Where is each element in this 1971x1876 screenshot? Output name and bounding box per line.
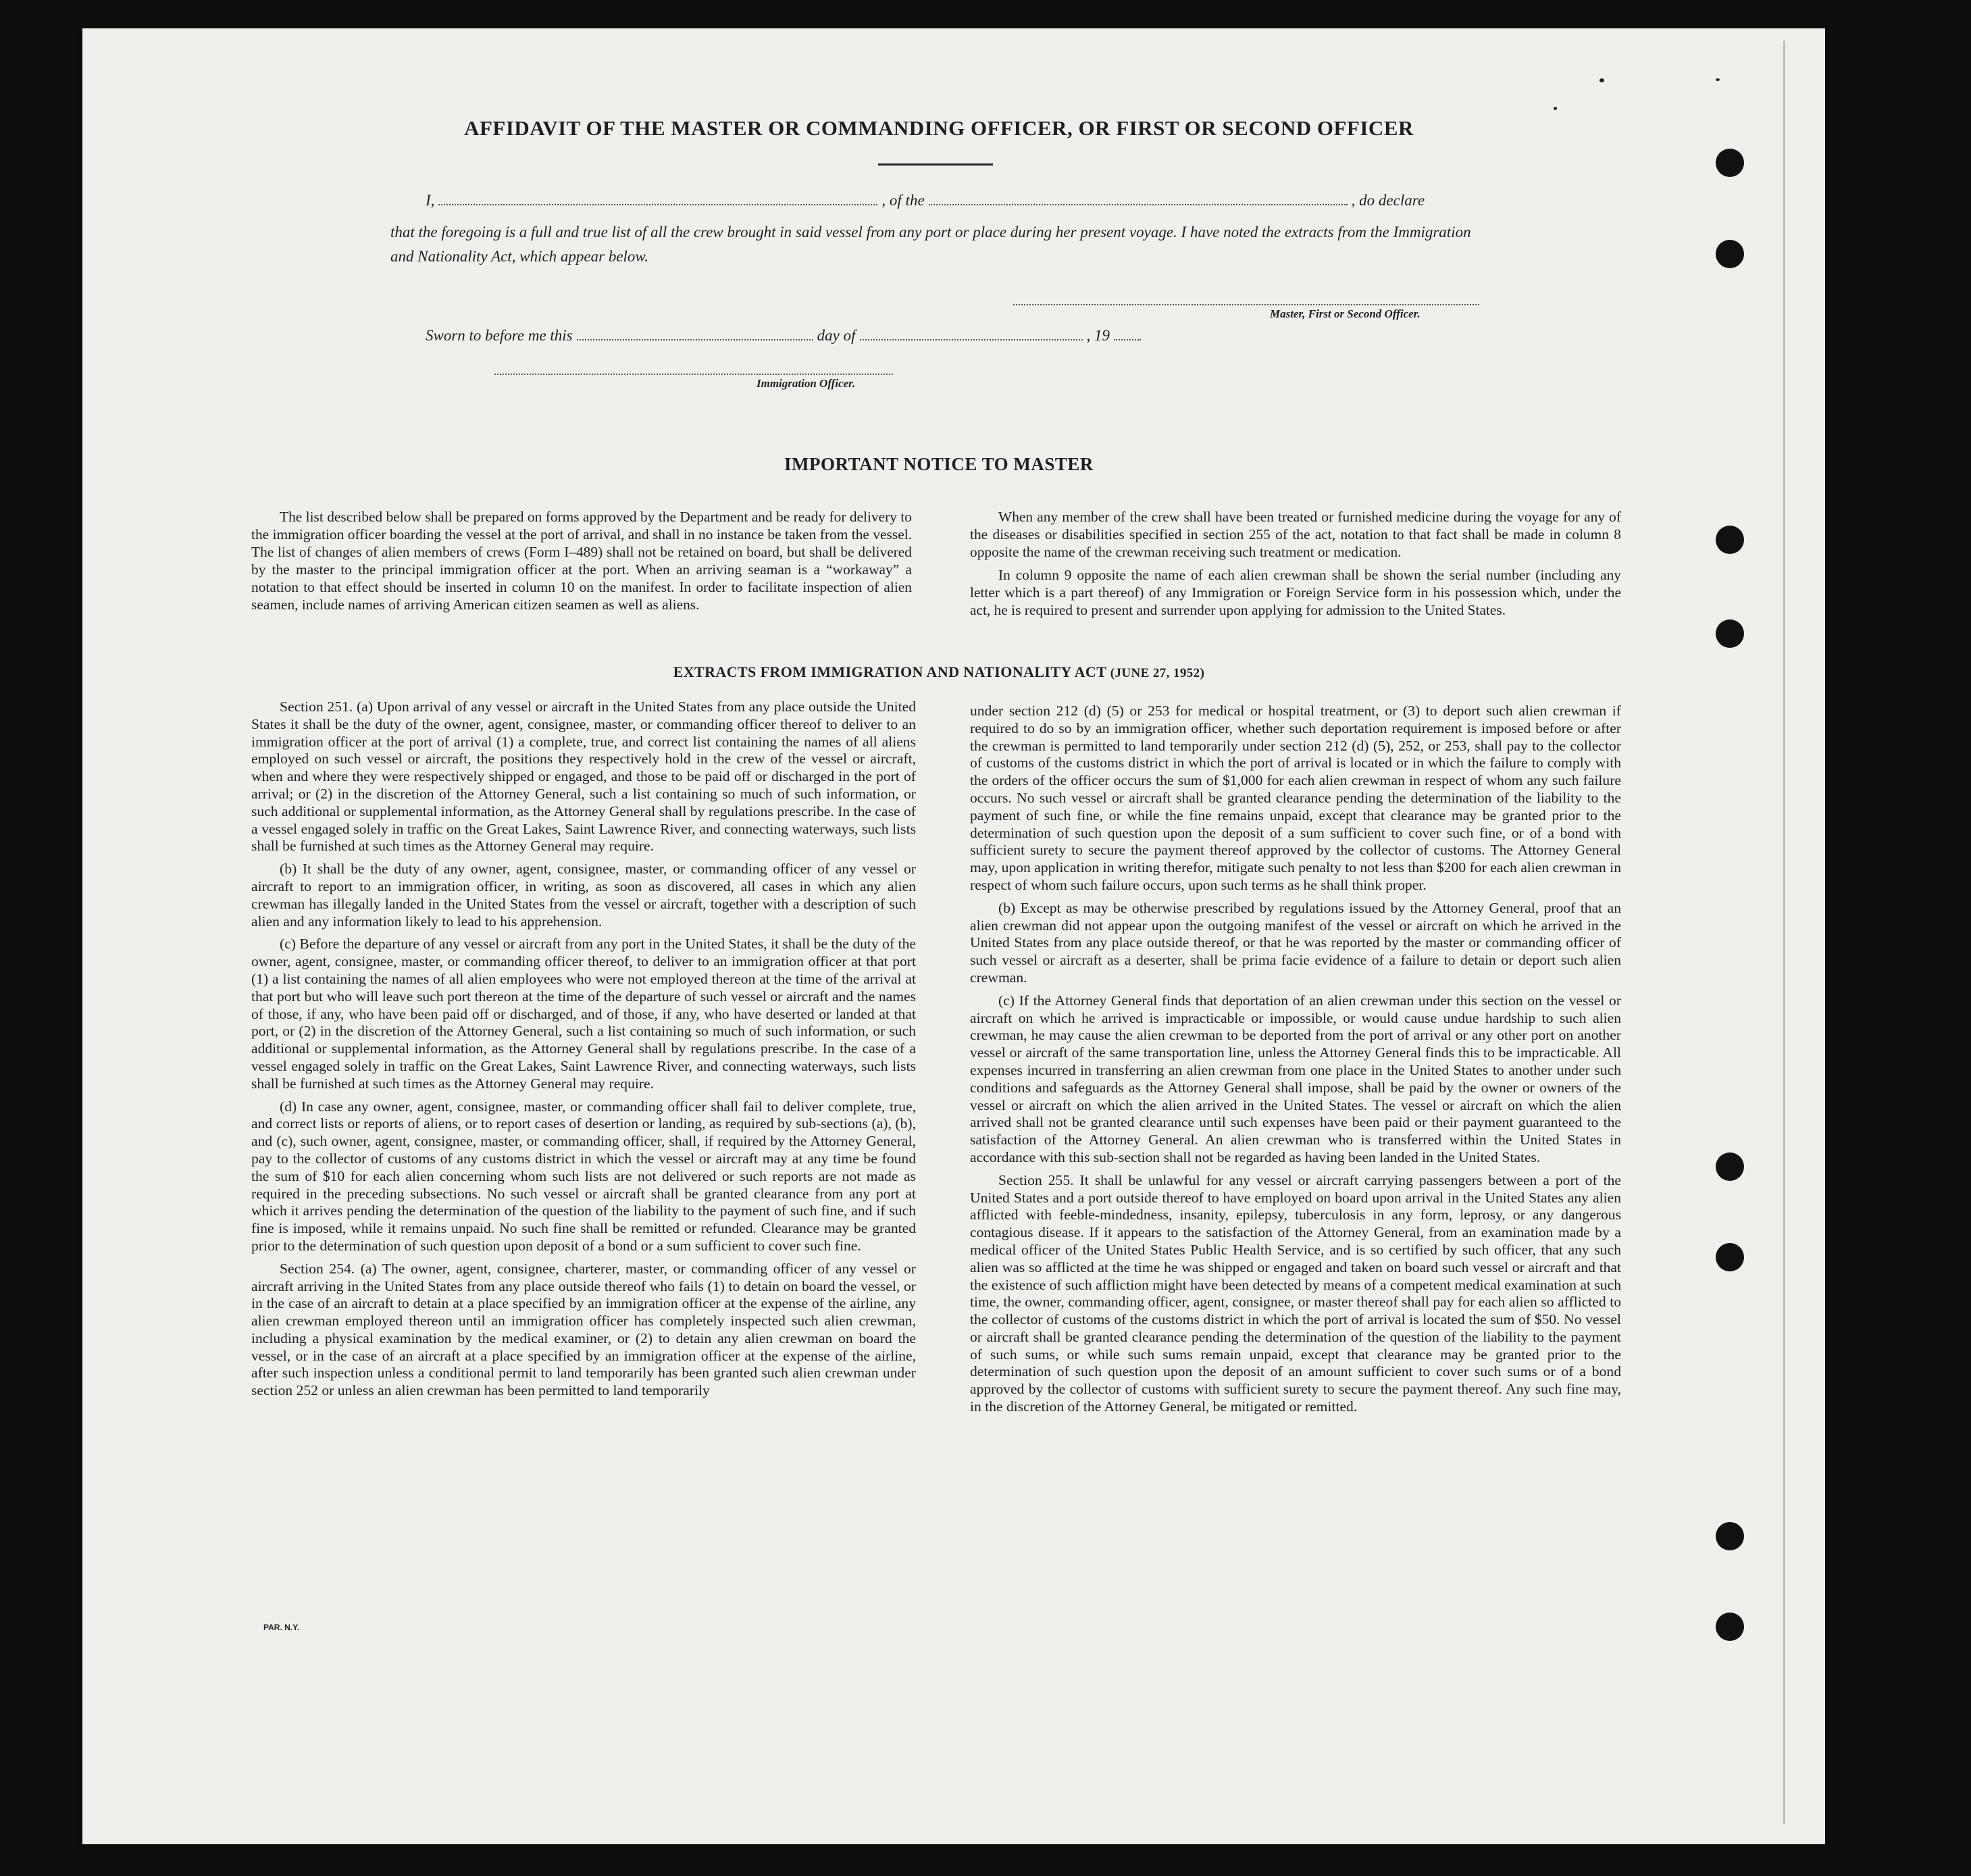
extracts-title	[621, 663, 1256, 681]
extract-paragraph: (c) Before the departure of any vessel or aircraft from any port in the United States, it shall be the duty of the owner, agent, consignee, master, or commanding officer thereof, to deliver to an immigration officer at that port (1) a list containing the names of all alien employees who were not employed thereon at the time of the arrival at that port but who will leave such port thereon at the time of the departure of such vessel or aircraft and the names of those, if any, who have been paid off or discharged, and of those, if any, who have deserted or landed at that port, or (2) in the discretion of the Attorney General, such a list containing so much of such information, or such additional or supplemental information, as the Attorney General shall by regulations prescribe. In the case of a vessel engaged solely in traffic on the Great Lakes, Saint Lawrence River, and connecting waterways, such lists shall be furnished at such times as the Attorney General may require.	[251, 936, 916, 1092]
punch-hole	[1716, 1243, 1744, 1271]
ink-speck	[1554, 107, 1557, 110]
vessel-name-field[interactable]	[929, 203, 1348, 205]
extract-paragraph: (b) Except as may be otherwise prescribed by regulations issued by the Attorney General, proof that an alien crewman did not appear upon the outgoing manifest of the vessel or aircraft on which he arrived in the United States from any place outside thereof, or that he was reported by the master or commanding officer of such vessel or aircraft as a deserter, shall be prima facie evidence of a failure to detain or deport such alien crewman.	[970, 899, 1621, 986]
extracts-date: (JUNE 27, 1952)	[1110, 666, 1205, 680]
extracts-title-text: EXTRACTS FROM IMMIGRATION AND NATIONALITY ACT	[673, 663, 1106, 680]
extracts-left-column	[251, 699, 916, 1405]
extract-paragraph: (c) If the Attorney General finds that deportation of an alien crewman under this section on the vessel or aircraft on which he arrived is impracticable or impossible, or would cause undue hardship to such alien crewman, he may cause the alien crewman to be deported from the port of arrival or any other port on another vessel or aircraft of the same transportation line, unless the Attorney General finds this to be impracticable. All expenses incurred in transferring an alien crewman from one place in the United States to another under such conditions and safeguards as the Attorney General shall impose, shall be paid by the owner or owners of the vessel or aircraft on which the alien arrived in the United States. The vessel or aircraft on which the alien arrived shall not be granted clearance until such expenses have been paid or their payment guaranteed to the satisfaction of the Attorney General. An alien crewman who is transferred within the United States in accordance with this sub-section shall not be regarded as having been landed in the United States.	[970, 992, 1621, 1165]
sworn-month-field[interactable]	[860, 338, 1083, 340]
extracts-right-column	[970, 703, 1621, 1421]
vessel-prefix: , of the	[881, 192, 925, 209]
declare-suffix: , do declare	[1351, 192, 1425, 209]
officer-signature-caption: Immigration Officer.	[757, 377, 856, 390]
ink-speck	[1599, 78, 1604, 82]
punch-hole	[1716, 1522, 1744, 1550]
master-signature-caption: Master, First or Second Officer.	[1270, 307, 1420, 320]
extract-paragraph: Section 254. (a) The owner, agent, consignee, charterer, master, or commanding officer of any vessel or aircraft arriving in the United States from any place outside thereof who fails (1) to detain on board the vessel, or in the case of an aircraft to detain at a place specified by an immigration officer at the expense of the airline, any alien crewman employed thereon until an immigration officer has completely inspected such alien crewman, including a physical examination by the medical examiner, or (2) to detain any alien crewman on board the vessel, or in the case of an aircraft at a place specified by an immigration officer at the expense of the airline, after such inspection unless a conditional permit to land temporarily has been granted such alien crewman under section 252 or unless an alien crewman has been permitted to land temporarily	[251, 1260, 916, 1399]
master-signature-line[interactable]	[1013, 304, 1479, 305]
declarant-line	[426, 192, 1479, 209]
declarant-prefix: I,	[426, 192, 435, 209]
officer-signature-line[interactable]	[494, 374, 893, 375]
sworn-year-prefix: , 19	[1086, 327, 1110, 344]
notice-paragraph: The list described below shall be prepared on forms approved by the Department and be ready for delivery to the immigration officer boarding the vessel at the port of arrival, and shall in no instance be taken from the vessel. The list of changes of alien members of crews (Form I–489) shall not be retained on board, but shall be delivered by the master to the principal immigration officer at the port. When an arriving seaman is a “workaway” a notation to that effect should be inserted in column 10 on the manifest. In order to facilitate inspection of alien seamen, include names of arriving American citizen seamen as well as aliens.	[251, 509, 912, 613]
page-edge-shadow	[1783, 41, 1785, 1824]
extract-paragraph: (d) In case any owner, agent, consignee, master, or commanding officer shall fail to deliver complete, true, and correct lists or reports of aliens, or to report cases of desertion or landing, as required by sub-sections (a), (b), and (c), such owner, agent, consignee, master, or commanding officer, shall, if required by the Attorney General, pay to the collector of customs of any customs district in which the vessel or aircraft may at any time be found the sum of $10 for each alien concerning whom such lists are not delivered or such reports are not made as required in the preceding subsections. No such vessel or aircraft shall be granted clearance from any port at which it arrives pending the determination of the question of the liability to the payment of such fine, and if such fine is imposed, while it remains unpaid. No such fine shall be remitted or refunded. Clearance may be granted prior to the determination of such question upon deposit of a bond or a sum sufficient to cover such fine.	[251, 1098, 916, 1254]
punch-hole	[1716, 149, 1744, 177]
affidavit-title: AFFIDAVIT OF THE MASTER OR COMMANDING OFFICER, OR FIRST OR SECOND OFFICER	[464, 116, 1414, 140]
notice-left-column	[251, 508, 912, 619]
notice-paragraph: In column 9 opposite the name of each alien crewman shall be shown the serial number (including any letter which is a part thereof) of any Immigration or Foreign Service form in his possession which, under the act, he is required to present and surrender upon applying for admission to the United States.	[970, 567, 1621, 618]
notice-title: IMPORTANT NOTICE TO MASTER	[784, 454, 1094, 474]
title-divider	[878, 163, 993, 166]
punch-hole	[1716, 240, 1744, 268]
sworn-day-of: day of	[817, 327, 856, 344]
punch-hole	[1716, 526, 1744, 554]
declarant-name-field[interactable]	[438, 203, 877, 205]
notice-right-column	[970, 508, 1621, 624]
ink-speck	[1716, 78, 1720, 81]
extract-paragraph: (b) It shall be the duty of any owner, agent, consignee, master, or commanding officer of any vessel or aircraft to report to an immigration officer, in writing, as soon as discovered, all cases in which any alien crewman has illegally landed in the United States from the vessel or aircraft, together with a description of such alien and any information likely to lead to his apprehension.	[251, 861, 916, 930]
extract-paragraph: Section 251. (a) Upon arrival of any vessel or aircraft in the United States from any place outside the United States it shall be the duty of the owner, agent, consignee, master, or commanding officer thereof to deliver to an immigration officer at the port of arrival (1) a complete, true, and correct list containing the names of all aliens employed on such vessel or aircraft, the positions they respectively hold in the crew of the vessel or aircraft, when and where they were respectively shipped or engaged, and those to be paid off or discharged in the port of arrival; or (2) in the discretion of the Attorney General, such a list containing so much of such information, or such additional or supplemental information, as the Attorney General shall by regulations prescribe. In the case of a vessel engaged solely in traffic on the Great Lakes, Saint Lawrence River, and connecting waterways, such lists shall be furnished at such times as the Attorney General may require.	[251, 699, 916, 855]
declaration-text: that the foregoing is a full and true list of all the crew brought in said vessel from any port or place during her present voyage. I have noted the extracts from the Immigration and Nationality Act, which appear below.	[390, 224, 1471, 265]
sworn-line	[426, 327, 1236, 345]
printer-code: PAR. N.Y.	[263, 1623, 300, 1632]
notice-paragraph: When any member of the crew shall have been treated or furnished medicine during the voyage for any of the diseases or disabilities specified in section 255 of the act, notation to that fact shall be made in column 8 opposite the name of the crewman receiving such treatment or medication.	[970, 509, 1621, 560]
sworn-year-field[interactable]	[1114, 338, 1141, 340]
extract-paragraph: under section 212 (d) (5) or 253 for medical or hospital treatment, or (3) to deport such alien crewman if required to do so by an immigration officer, whether such deportation requirement is imposed before or after the crewman is permitted to land temporarily under section 212 (d) (5), 252, or 253, shall pay to the collector of customs of the customs district in which the port of arrival is located or in which the failure to comply with the orders of the officer occurs the sum of $1,000 for each alien crewman in respect of whom any such failure occurs. No such vessel or aircraft shall be granted clearance pending the determination of the liability to the payment of such fine, or while the fine remains unpaid, except that clearance may be granted prior to the determination of such question upon the deposit of a sum sufficient to cover such fine, or of a bond with sufficient surety to secure the payment thereof approved by the collector of customs. The Attorney General may, upon application in writing therefor, mitigate such penalty to not less than $200 for each alien crewman in respect of whom such failure occurs, upon such terms as he shall think proper.	[970, 703, 1621, 893]
sworn-day-field[interactable]	[577, 338, 813, 340]
punch-hole	[1716, 1152, 1744, 1181]
extract-paragraph: Section 255. It shall be unlawful for any vessel or aircraft carrying passengers between a port of the United States and a port outside thereof to have employed on board upon arrival in the United States any alien afflicted with feeble-mindedness, insanity, epilepsy, tuberculosis in any form, leprosy, or any dangerous contagious disease. If it appears to the satisfaction of the Attorney General, from an examination made by a medical officer of the United States Public Health Service, and is so certified by such officer, that any such alien was so afflicted at the time he was shipped or engaged and taken on board such vessel or aircraft and that the existence of such affliction might have been detected by means of a competent medical examination at such time, the owner, commanding officer, agent, consignee, or master thereof shall pay for each alien so afflicted to the collector of customs of the customs district in which the port of arrival is located the sum of $50. No vessel or aircraft shall be granted clearance pending the determination of the question of the liability to the payment of such sums, or while such sums remain unpaid, except that clearance may be granted prior to the determination of such question upon the deposit of an amount sufficient to cover such sums or of a bond approved by the collector of customs with sufficient surety to secure the payment thereof. Any such fine may, in the discretion of the Attorney General, be mitigated or remitted.	[970, 1171, 1621, 1415]
punch-hole	[1716, 619, 1744, 648]
punch-hole	[1716, 1613, 1744, 1641]
sworn-prefix: Sworn to before me this	[426, 327, 573, 344]
